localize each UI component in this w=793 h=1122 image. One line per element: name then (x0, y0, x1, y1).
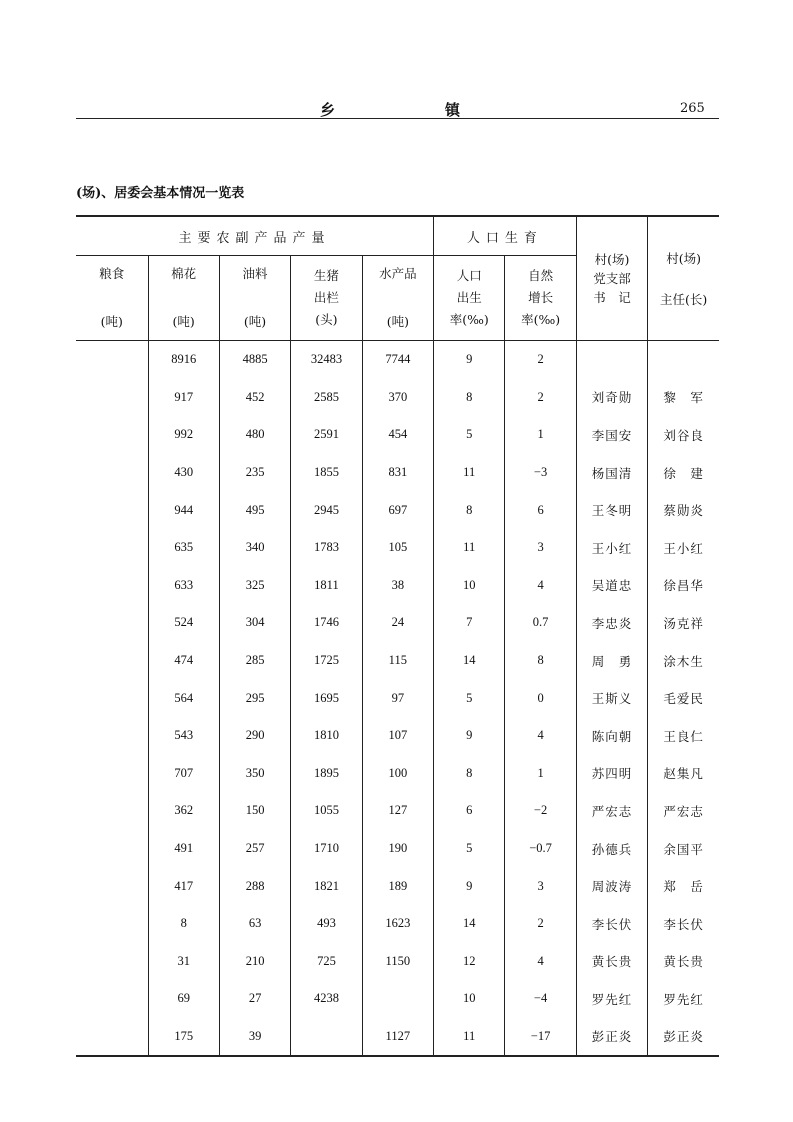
cell-aquatic: 127 (362, 792, 433, 830)
cell-party-secretary: 苏四明 (576, 755, 647, 793)
cell-cotton: 707 (148, 755, 219, 793)
growth-l2: 增长 (528, 290, 554, 305)
table-row (76, 980, 719, 1018)
cell-director: 汤克祥 (648, 604, 719, 642)
birth-l3: 率(‰) (449, 312, 489, 327)
cell-oil: 235 (219, 454, 290, 492)
table-row (76, 1018, 719, 1057)
cell-grain (76, 454, 148, 492)
cell-party-secretary: 王冬明 (576, 491, 647, 529)
pig-l1: 生猪 (313, 268, 339, 283)
table-row (76, 491, 719, 529)
cell-grain (76, 717, 148, 755)
cell-director: 彭正炎 (648, 1018, 719, 1057)
cell-aquatic: 107 (362, 717, 433, 755)
cell-aquatic: 831 (362, 454, 433, 492)
cell-director: 王小红 (648, 529, 719, 567)
col-header-party-secretary (576, 216, 647, 341)
cell-grain (76, 830, 148, 868)
cell-pig: 2591 (291, 416, 362, 454)
table-row (76, 905, 719, 943)
cell-pig: 1821 (291, 867, 362, 905)
cell-pig: 32483 (291, 341, 362, 379)
cell-director: 严宏志 (648, 792, 719, 830)
cell-growth-rate: 3 (505, 867, 576, 905)
cell-growth-rate: 3 (505, 529, 576, 567)
cell-oil: 350 (219, 755, 290, 793)
cell-growth-rate: −0.7 (505, 830, 576, 868)
cell-pig: 2585 (291, 379, 362, 417)
table-caption: (场)、居委会基本情况一览表 (76, 186, 245, 201)
cell-birth-rate: 6 (434, 792, 505, 830)
cell-party-secretary: 吴道忠 (576, 567, 647, 605)
birth-l2: 出生 (456, 290, 482, 305)
cell-birth-rate: 14 (434, 905, 505, 943)
cell-cotton: 8 (148, 905, 219, 943)
cell-pig: 1783 (291, 529, 362, 567)
cell-growth-rate: 2 (505, 341, 576, 379)
col-header-director (648, 216, 719, 341)
secretary-l3: 书 记 (593, 290, 631, 305)
cell-growth-rate: −17 (505, 1018, 576, 1057)
cell-pig: 1811 (291, 567, 362, 605)
cell-cotton: 69 (148, 980, 219, 1018)
cell-growth-rate: 6 (505, 491, 576, 529)
cell-birth-rate: 8 (434, 379, 505, 417)
page-number: 265 (680, 101, 705, 116)
cell-director: 郑 岳 (648, 867, 719, 905)
cell-oil: 295 (219, 679, 290, 717)
cell-grain (76, 379, 148, 417)
cell-pig: 1695 (291, 679, 362, 717)
cell-party-secretary: 王小红 (576, 529, 647, 567)
cell-cotton: 564 (148, 679, 219, 717)
table-row (76, 642, 719, 680)
cell-pig: 4238 (291, 980, 362, 1018)
cell-pig: 1895 (291, 755, 362, 793)
cell-birth-rate: 8 (434, 755, 505, 793)
cell-growth-rate: 1 (505, 416, 576, 454)
cell-aquatic: 1127 (362, 1018, 433, 1057)
growth-l1: 自然 (528, 268, 554, 283)
grain-l2: (吨) (100, 314, 123, 329)
cell-growth-rate: 2 (505, 379, 576, 417)
secretary-l1: 村(场) (594, 252, 630, 267)
cell-cotton: 31 (148, 943, 219, 981)
cell-aquatic: 1150 (362, 943, 433, 981)
cell-oil: 495 (219, 491, 290, 529)
header-char-2: 镇 (444, 101, 460, 119)
cell-party-secretary: 杨国清 (576, 454, 647, 492)
cell-aquatic: 97 (362, 679, 433, 717)
cell-party-secretary: 周波涛 (576, 867, 647, 905)
grain-l1: 粮食 (99, 266, 125, 281)
cell-birth-rate: 9 (434, 341, 505, 379)
table-row (76, 830, 719, 868)
col-header-growth-rate (505, 256, 576, 341)
cell-aquatic: 370 (362, 379, 433, 417)
cell-oil: 325 (219, 567, 290, 605)
cell-party-secretary: 罗先红 (576, 980, 647, 1018)
cotton-l2: (吨) (172, 314, 195, 329)
cell-cotton: 491 (148, 830, 219, 868)
table-row (76, 792, 719, 830)
group-header-agri-output: 主要农副产品产量 (76, 216, 434, 256)
aqua-l1: 水产品 (379, 266, 417, 281)
cell-aquatic: 189 (362, 867, 433, 905)
cell-aquatic: 100 (362, 755, 433, 793)
cell-director: 李长伏 (648, 905, 719, 943)
table-row (76, 567, 719, 605)
cell-director: 徐 建 (648, 454, 719, 492)
cell-pig: 1055 (291, 792, 362, 830)
table-row (76, 867, 719, 905)
oil-l2: (吨) (243, 314, 267, 329)
cell-growth-rate: 8 (505, 642, 576, 680)
cell-party-secretary: 王斯义 (576, 679, 647, 717)
table-row (76, 529, 719, 567)
cell-aquatic: 115 (362, 642, 433, 680)
cell-party-secretary: 彭正炎 (576, 1018, 647, 1057)
group-header-population: 人口生育 (434, 216, 577, 256)
cell-cotton: 992 (148, 416, 219, 454)
col-header-pig (291, 256, 362, 341)
cell-cotton: 8916 (148, 341, 219, 379)
cell-director: 蔡勋炎 (648, 491, 719, 529)
table-row (76, 379, 719, 417)
cell-growth-rate: 4 (505, 567, 576, 605)
cell-director: 赵集凡 (648, 755, 719, 793)
cell-director: 涂木生 (648, 642, 719, 680)
cell-grain (76, 867, 148, 905)
cell-birth-rate: 10 (434, 567, 505, 605)
cell-cotton: 474 (148, 642, 219, 680)
director-l1: 村(场) (666, 250, 701, 266)
cell-director: 余国平 (648, 830, 719, 868)
cell-aquatic (362, 980, 433, 1018)
cell-grain (76, 980, 148, 1018)
cell-growth-rate: −3 (505, 454, 576, 492)
cell-party-secretary: 周 勇 (576, 642, 647, 680)
cell-cotton: 543 (148, 717, 219, 755)
cell-growth-rate: 4 (505, 717, 576, 755)
table-row (76, 604, 719, 642)
cell-grain (76, 642, 148, 680)
table-row (76, 454, 719, 492)
cell-cotton: 917 (148, 379, 219, 417)
cell-pig (291, 1018, 362, 1057)
cell-party-secretary: 李国安 (576, 416, 647, 454)
cell-director: 刘谷良 (648, 416, 719, 454)
cell-birth-rate: 8 (434, 491, 505, 529)
aqua-l2: (吨) (386, 314, 409, 329)
cell-party-secretary: 黄长贵 (576, 943, 647, 981)
cell-pig: 1725 (291, 642, 362, 680)
cell-birth-rate: 9 (434, 717, 505, 755)
cell-grain (76, 604, 148, 642)
secretary-l2: 党支部 (593, 271, 631, 286)
cell-pig: 725 (291, 943, 362, 981)
cell-oil: 480 (219, 416, 290, 454)
cell-cotton: 430 (148, 454, 219, 492)
oil-l1: 油料 (242, 266, 268, 281)
cell-oil: 285 (219, 642, 290, 680)
cell-oil: 63 (219, 905, 290, 943)
cell-aquatic: 7744 (362, 341, 433, 379)
cell-aquatic: 24 (362, 604, 433, 642)
cell-party-secretary: 陈向朝 (576, 717, 647, 755)
table-row (76, 943, 719, 981)
cell-director: 王良仁 (648, 717, 719, 755)
cell-grain (76, 679, 148, 717)
cell-party-secretary (576, 341, 647, 379)
cell-grain (76, 529, 148, 567)
cell-oil: 452 (219, 379, 290, 417)
cell-grain (76, 792, 148, 830)
cell-oil: 27 (219, 980, 290, 1018)
cell-director: 黄长贵 (648, 943, 719, 981)
cell-pig: 1710 (291, 830, 362, 868)
cell-birth-rate: 11 (434, 529, 505, 567)
pig-l3: (头) (315, 312, 338, 327)
cell-growth-rate: 1 (505, 755, 576, 793)
cell-director: 毛爱民 (648, 679, 719, 717)
table-body (76, 341, 719, 1057)
table-row (76, 755, 719, 793)
cell-birth-rate: 14 (434, 642, 505, 680)
table-row (76, 717, 719, 755)
cell-oil: 39 (219, 1018, 290, 1057)
cell-grain (76, 943, 148, 981)
cell-cotton: 633 (148, 567, 219, 605)
cell-grain (76, 1018, 148, 1057)
cell-pig: 1746 (291, 604, 362, 642)
cell-oil: 288 (219, 867, 290, 905)
cotton-l1: 棉花 (171, 266, 197, 281)
cell-birth-rate: 9 (434, 867, 505, 905)
cell-pig: 493 (291, 905, 362, 943)
cell-cotton: 362 (148, 792, 219, 830)
cell-oil: 340 (219, 529, 290, 567)
cell-cotton: 417 (148, 867, 219, 905)
cell-birth-rate: 7 (434, 604, 505, 642)
cell-party-secretary: 孙德兵 (576, 830, 647, 868)
table-row (76, 416, 719, 454)
cell-birth-rate: 10 (434, 980, 505, 1018)
cell-cotton: 524 (148, 604, 219, 642)
birth-l1: 人口 (456, 268, 482, 283)
cell-oil: 290 (219, 717, 290, 755)
cell-growth-rate: −2 (505, 792, 576, 830)
cell-pig: 1810 (291, 717, 362, 755)
cell-aquatic: 105 (362, 529, 433, 567)
cell-aquatic: 190 (362, 830, 433, 868)
header-char-1: 乡 (320, 101, 336, 119)
cell-birth-rate: 5 (434, 416, 505, 454)
cell-oil: 150 (219, 792, 290, 830)
cell-growth-rate: 4 (505, 943, 576, 981)
table-row (76, 679, 719, 717)
cell-party-secretary: 李忠炎 (576, 604, 647, 642)
cell-aquatic: 454 (362, 416, 433, 454)
cell-growth-rate: 0.7 (505, 604, 576, 642)
cell-pig: 1855 (291, 454, 362, 492)
col-header-cotton (148, 256, 219, 341)
cell-oil: 210 (219, 943, 290, 981)
table-row (76, 341, 719, 379)
cell-growth-rate: 0 (505, 679, 576, 717)
cell-aquatic: 1623 (362, 905, 433, 943)
cell-director: 黎 军 (648, 379, 719, 417)
cell-party-secretary: 刘奇勋 (576, 379, 647, 417)
cell-director: 罗先红 (648, 980, 719, 1018)
cell-birth-rate: 5 (434, 679, 505, 717)
director-l2: 主任(长) (659, 291, 708, 307)
cell-grain (76, 567, 148, 605)
cell-grain (76, 416, 148, 454)
cell-oil: 257 (219, 830, 290, 868)
cell-oil: 304 (219, 604, 290, 642)
cell-cotton: 635 (148, 529, 219, 567)
cell-director (648, 341, 719, 379)
col-header-aquatic (362, 256, 433, 341)
cell-director: 徐昌华 (648, 567, 719, 605)
header-rule (76, 118, 719, 119)
cell-pig: 2945 (291, 491, 362, 529)
col-header-oil (219, 256, 290, 341)
cell-party-secretary: 李长伏 (576, 905, 647, 943)
cell-cotton: 944 (148, 491, 219, 529)
cell-grain (76, 755, 148, 793)
village-info-table (76, 215, 719, 1057)
cell-aquatic: 38 (362, 567, 433, 605)
cell-grain (76, 341, 148, 379)
cell-aquatic: 697 (362, 491, 433, 529)
cell-growth-rate: −4 (505, 980, 576, 1018)
cell-birth-rate: 11 (434, 454, 505, 492)
running-header-title (320, 99, 460, 119)
cell-birth-rate: 11 (434, 1018, 505, 1057)
cell-grain (76, 491, 148, 529)
cell-birth-rate: 5 (434, 830, 505, 868)
growth-l3: 率(‰) (521, 312, 561, 327)
cell-grain (76, 905, 148, 943)
cell-party-secretary: 严宏志 (576, 792, 647, 830)
cell-cotton: 175 (148, 1018, 219, 1057)
pig-l2: 出栏 (313, 290, 339, 305)
cell-oil: 4885 (219, 341, 290, 379)
cell-growth-rate: 2 (505, 905, 576, 943)
col-header-birth-rate (434, 256, 505, 341)
cell-birth-rate: 12 (434, 943, 505, 981)
col-header-grain (76, 256, 148, 341)
